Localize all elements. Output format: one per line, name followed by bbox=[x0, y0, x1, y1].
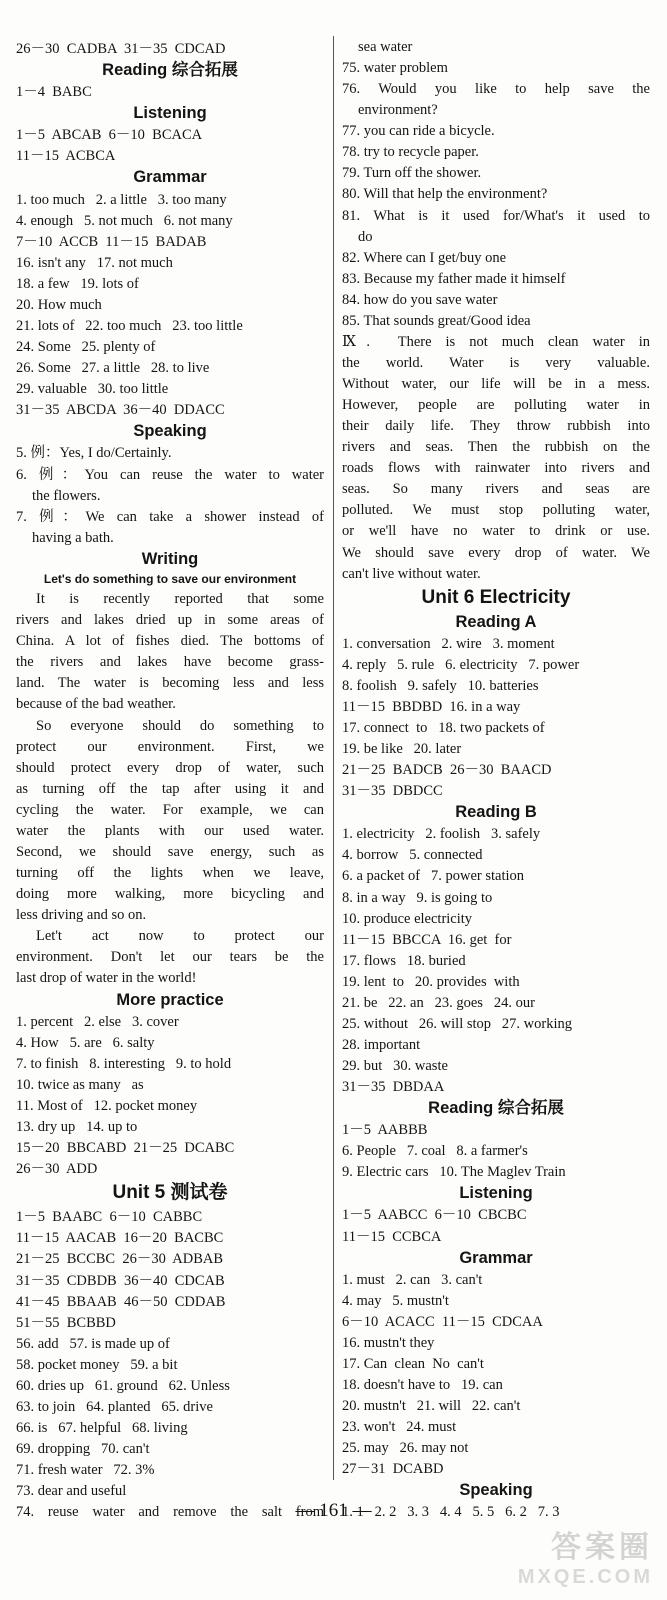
answer-line: 9. Electric cars 10. The Maglev Train bbox=[342, 1164, 566, 1181]
left-column bbox=[16, 40, 324, 1522]
answer-line: their daily life. They throw rubbish into bbox=[342, 418, 650, 435]
answer-line: 17. Can clean No can't bbox=[342, 1355, 484, 1372]
answer-line: doing more walking, more bicycling and bbox=[16, 886, 324, 903]
answer-line: 1－5 ABCAB 6－10 BCACA bbox=[16, 127, 203, 144]
answer-line: 6. People 7. coal 8. a farmer's bbox=[342, 1143, 528, 1160]
answer-line: 56. add 57. is made up of bbox=[16, 1335, 170, 1352]
section-heading: Reading A bbox=[455, 612, 537, 631]
answer-line: 79. Turn off the shower. bbox=[342, 165, 482, 182]
answer-line: 21. be 22. an 23. goes 24. our bbox=[342, 994, 535, 1011]
column-divider bbox=[333, 36, 334, 1480]
answer-line: 31－35 DBDCC bbox=[342, 783, 443, 800]
answer-line: 84. how do you save water bbox=[342, 291, 498, 308]
section-heading: Writing bbox=[141, 549, 199, 568]
answer-line: Ⅸ. There is not much clean water in bbox=[342, 333, 650, 350]
watermark-logo bbox=[473, 1522, 653, 1586]
answer-line: 26－30 ADD bbox=[16, 1161, 98, 1178]
section-heading: Speaking bbox=[133, 422, 207, 441]
answer-line: 8. foolish 9. safely 10. batteries bbox=[342, 677, 539, 694]
answer-line: 31－35 DBDAA bbox=[342, 1079, 445, 1096]
answer-line: 17. connect to 18. two packets of bbox=[342, 720, 545, 736]
section-heading: Reading 综合拓展 bbox=[102, 61, 238, 80]
answer-line: 1－4 BABC bbox=[16, 84, 92, 101]
answer-line: 20. How much bbox=[16, 296, 102, 313]
answer-line: 28. important bbox=[342, 1036, 421, 1053]
section-heading: Grammar bbox=[459, 1248, 533, 1267]
answer-line: We should save every drop of water. We bbox=[342, 544, 650, 561]
answer-line: 25. may 26. may not bbox=[342, 1440, 469, 1457]
answer-line: 26－30 CADBA 31－35 CDCAD bbox=[16, 41, 226, 57]
answer-line: the world. Water is very valuable. bbox=[342, 354, 650, 371]
answer-line: 11－15 BBDBD 16. in a way bbox=[342, 698, 521, 715]
answer-line: So everyone should do something to bbox=[36, 717, 324, 734]
answer-line: 75. water problem bbox=[342, 60, 448, 77]
answer-line: 11. Most of 12. pocket money bbox=[16, 1097, 198, 1114]
answer-line: 1－5 AABCC 6－10 CBCBC bbox=[342, 1207, 527, 1224]
answer-line: 29. but 30. waste bbox=[342, 1058, 448, 1074]
answer-line: 4. enough 5. not much 6. not many bbox=[16, 212, 233, 229]
answer-line: 51－55 BCBBD bbox=[16, 1314, 116, 1331]
answer-line: 1. too much 2. a little 3. too many bbox=[16, 191, 227, 208]
answer-line: 25. without 26. will stop 27. working bbox=[342, 1015, 572, 1032]
answer-line: should protect every drop of water, such bbox=[16, 759, 324, 776]
answer-line: 41－45 BBAAB 46－50 CDDAB bbox=[16, 1293, 226, 1310]
answer-line: 7－10 ACCB 11－15 BADAB bbox=[16, 233, 207, 250]
answer-line: environment? bbox=[358, 102, 438, 119]
answer-line: 76. Would you like to help save the bbox=[342, 81, 650, 98]
answer-line: 63. to join 64. planted 65. drive bbox=[16, 1399, 213, 1415]
answer-line: 19. lent to 20. provides with bbox=[342, 973, 520, 990]
answer-line: 11－15 BBCCA 16. get for bbox=[342, 931, 512, 948]
answer-line: rivers and lakes dried up in some areas of bbox=[16, 612, 324, 629]
answer-line: 6. 例：You can reuse the water to water bbox=[16, 466, 324, 483]
section-heading: Speaking bbox=[459, 1481, 533, 1500]
answer-line: 7. to finish 8. interesting 9. to hold bbox=[16, 1055, 232, 1072]
answer-line: However, people are polluting water in bbox=[342, 397, 650, 414]
answer-line: 4. may 5. mustn't bbox=[342, 1292, 449, 1309]
answer-line: 23. won't 24. must bbox=[342, 1419, 457, 1436]
answer-line: 16. mustn't they bbox=[342, 1334, 435, 1351]
answer-line: 60. dries up 61. ground 62. Unless bbox=[16, 1377, 230, 1394]
answer-line: 19. be like 20. later bbox=[342, 741, 462, 758]
answer-line: 21－25 BCCBC 26－30 ADBAB bbox=[16, 1251, 224, 1268]
answer-line: 5. 例：Yes, I do/Certainly. bbox=[16, 445, 172, 462]
answer-line: 21. lots of 22. too much 23. too little bbox=[16, 318, 243, 335]
answer-line: 11－15 ACBCA bbox=[16, 148, 116, 165]
answer-line: sea water bbox=[358, 39, 413, 55]
answer-line: 4. borrow 5. connected bbox=[342, 847, 483, 864]
answer-line: polluted. We must stop polluting water, bbox=[342, 502, 650, 519]
answer-line: 1. electricity 2. foolish 3. safely bbox=[342, 826, 541, 843]
section-heading: Reading B bbox=[455, 803, 537, 822]
answer-line: 6. a packet of 7. power station bbox=[342, 868, 525, 885]
answer-line: 16. isn't any 17. not much bbox=[16, 254, 173, 271]
answer-line: as turning off the tap after using it and bbox=[16, 780, 324, 797]
answer-line: 1. 1 2. 2 3. 3 4. 4 5. 5 6. 2 7. 3 bbox=[342, 1504, 560, 1521]
answer-line: 24. Some 25. plenty of bbox=[16, 339, 156, 356]
answer-line: water the plants with our used water. bbox=[16, 822, 324, 839]
answer-line: because of the bad weather. bbox=[16, 696, 176, 713]
section-heading: Listening bbox=[459, 1184, 533, 1203]
answer-line: 26. Some 27. a little 28. to live bbox=[16, 360, 210, 377]
answer-line: turning off the lights when we leave, bbox=[16, 865, 324, 882]
answer-line: 1. percent 2. else 3. cover bbox=[16, 1013, 179, 1030]
answer-line: 11－15 AACAB 16－20 BACBC bbox=[16, 1230, 224, 1247]
answer-line: 29. valuable 30. too little bbox=[16, 381, 169, 398]
answer-line: 11－15 CCBCA bbox=[342, 1228, 442, 1245]
answer-line: 77. you can ride a bicycle. bbox=[342, 123, 495, 140]
section-heading: Listening bbox=[133, 104, 207, 123]
answer-line: 1. must 2. can 3. can't bbox=[342, 1271, 483, 1288]
answer-line: Second, we should save energy, such as bbox=[16, 843, 324, 860]
answer-line: cycling the water. For example, we can bbox=[16, 801, 324, 818]
answer-line: environment. Don't let our tears be the bbox=[16, 949, 324, 966]
answer-line: 83. Because my father made it himself bbox=[342, 270, 566, 287]
answer-line: 82. Where can I get/buy one bbox=[342, 249, 507, 266]
section-heading: Let's do something to save our environment bbox=[43, 571, 297, 586]
answer-line: 78. try to recycle paper. bbox=[342, 144, 479, 161]
answer-line: 73. dear and useful bbox=[16, 1483, 127, 1500]
answer-line: Let't act now to protect our bbox=[36, 928, 324, 945]
answer-line: 18. doesn't have to 19. can bbox=[342, 1376, 503, 1393]
answer-line: less driving and so on. bbox=[16, 907, 147, 924]
answer-line: protect our environment. First, we bbox=[16, 738, 324, 755]
answer-line: 4. reply 5. rule 6. electricity 7. power bbox=[342, 656, 580, 673]
answer-line: 31－35 ABCDA 36－40 DDACC bbox=[16, 402, 225, 419]
answer-line: 10. produce electricity bbox=[342, 910, 473, 927]
section-heading: Unit 6 Electricity bbox=[421, 586, 571, 608]
answer-line: do bbox=[358, 228, 373, 245]
section-heading: Unit 5 测试卷 bbox=[112, 1182, 228, 1204]
answer-line: 20. mustn't 21. will 22. can't bbox=[342, 1398, 521, 1414]
answer-line: roads flows with rainwater into rivers and bbox=[342, 460, 650, 477]
answer-line: 17. flows 18. buried bbox=[342, 952, 466, 969]
answer-line: 10. twice as many as bbox=[16, 1076, 144, 1093]
answer-line: the flowers. bbox=[32, 487, 101, 504]
answer-line: 7. 例：We can take a shower instead of bbox=[16, 508, 324, 525]
answer-line: 85. That sounds great/Good idea bbox=[342, 312, 531, 329]
answer-line: 71. fresh water 72. 3% bbox=[16, 1462, 155, 1479]
watermark-url: MXQE.COM bbox=[517, 1566, 653, 1588]
answer-line: 66. is 67. helpful 68. living bbox=[16, 1420, 188, 1437]
answer-line: 31－35 CDBDB 36－40 CDCAB bbox=[16, 1272, 225, 1289]
answer-line: 69. dropping 70. can't bbox=[16, 1441, 150, 1458]
answer-line: 1－5 AABBB bbox=[342, 1122, 428, 1139]
answer-line: 8. in a way 9. is going to bbox=[342, 889, 493, 906]
answer-line: 27－31 DCABD bbox=[342, 1461, 444, 1478]
section-heading: More practice bbox=[116, 990, 224, 1009]
answer-line: 58. pocket money 59. a bit bbox=[16, 1356, 178, 1373]
answer-line: can't live without water. bbox=[342, 565, 481, 582]
answer-line: Without water, our life will be in a mess. bbox=[342, 376, 650, 392]
section-heading: Reading 综合拓展 bbox=[428, 1099, 564, 1118]
answer-line: China. A lot of fishes died. The bottoms of bbox=[16, 633, 324, 650]
answer-line: the rivers and lakes have become grass- bbox=[16, 654, 324, 671]
answer-line: 4. How 5. are 6. salty bbox=[16, 1034, 155, 1051]
answer-line: 1. conversation 2. wire 3. moment bbox=[342, 635, 555, 652]
answer-line: rivers and seas. Then the rubbish on the bbox=[342, 439, 650, 456]
answer-line: land. The water is becoming less and less bbox=[16, 675, 324, 692]
answer-line: 13. dry up 14. up to bbox=[16, 1118, 138, 1135]
answer-line: 80. Will that help the environment? bbox=[342, 186, 548, 203]
page-number: — 161 — bbox=[295, 1500, 372, 1521]
answer-line: It is recently reported that some bbox=[36, 591, 324, 608]
answer-line: 15－20 BBCABD 21－25 DCABC bbox=[16, 1140, 235, 1157]
watermark-chinese: 答案圈 bbox=[551, 1530, 653, 1565]
answer-line: 6－10 ACACC 11－15 CDCAA bbox=[342, 1313, 543, 1330]
answer-line: 74. reuse water and remove the salt from bbox=[16, 1504, 324, 1521]
answer-line: 1－5 BAABC 6－10 CABBC bbox=[16, 1209, 203, 1226]
answer-line: 81. What is it used for/What's it used to bbox=[342, 207, 650, 224]
answer-line: last drop of water in the world! bbox=[16, 970, 197, 987]
answer-line: 18. a few 19. lots of bbox=[16, 275, 139, 292]
answer-line: 21－25 BADCB 26－30 BAACD bbox=[342, 762, 552, 779]
answer-line: having a bath. bbox=[32, 529, 114, 546]
answer-line: or we'll have no water to drink or use. bbox=[342, 523, 650, 540]
section-heading: Grammar bbox=[133, 168, 207, 187]
answer-line: seas. So many rivers and seas are bbox=[342, 481, 650, 498]
right-column bbox=[342, 38, 650, 1522]
